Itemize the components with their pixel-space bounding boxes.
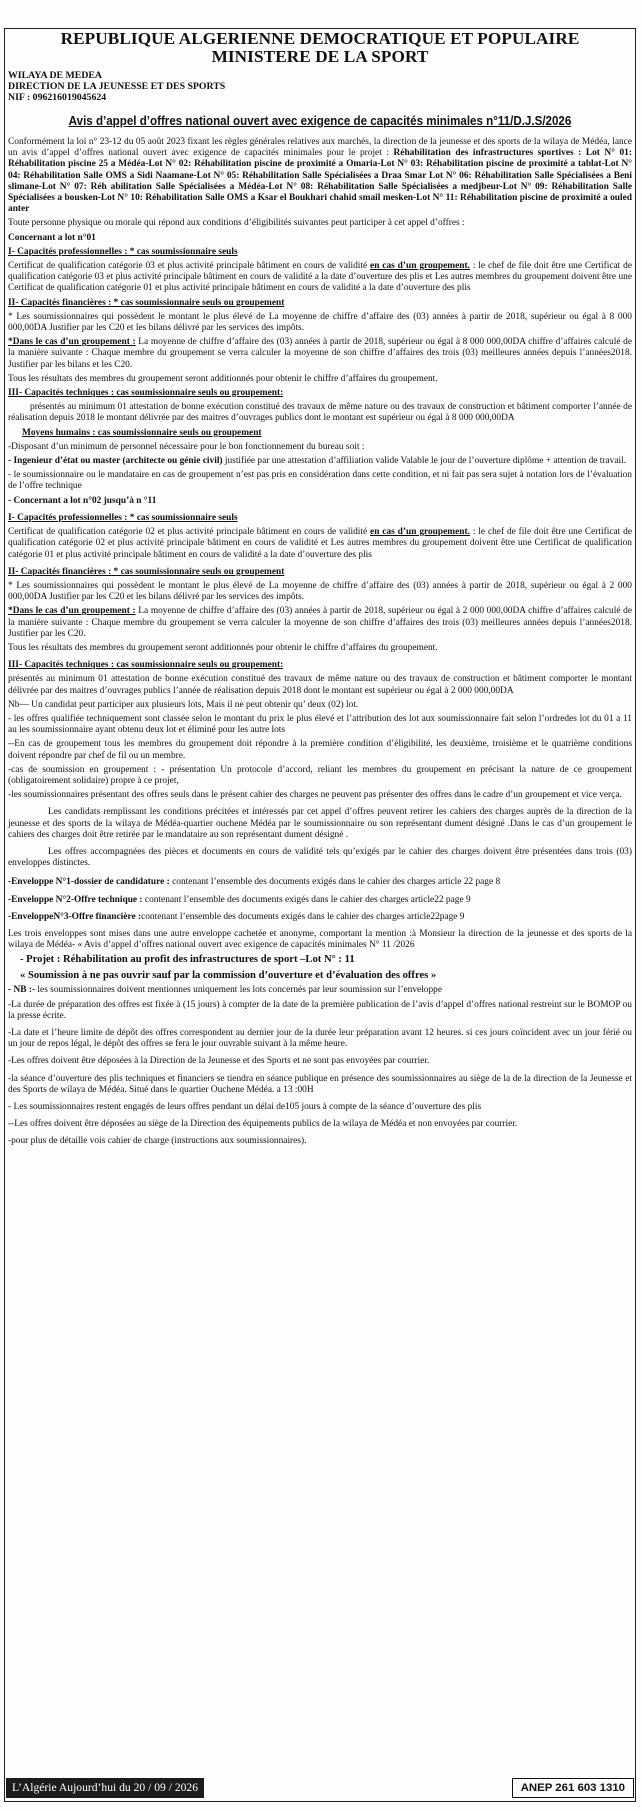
lot1-human-engineer-desc: justifiée par une attestation d’affiliation valide Valable le jour de l’ouverture diplôme + attention de travail. [222,456,627,467]
lot1-human-text1: -Disposant d’un minimum de personnel nécessaire pour le bon fonctionnement du bureau soit : [8,441,365,452]
notice-body [8,30,632,1151]
lot1-financial-total: Tous les résultats des membres du groupement seront additionnés pour obtenir le chiffre d’affaires du groupement. [8,373,438,384]
rule-prep-duration: -La durée de préparation des offres est fixée à (15 jours) à compter de la date de la première publication de l’avis d’appel d’offres national restreint sur le BOMOP ou la presse écrite. [8,999,632,1021]
envelope-3-desc: contenant l’ensemble des documents exigés dans le cahier des charges article22page 9 [141,911,465,922]
lot1-technical-title: III- Capacités techniques : cas soumissionnaire seuls ou groupement: [8,388,284,399]
lot1-human-text3: - le soumissionnaire ou le mandataire en cas de groupement n’est pas pris en considération dans cette condition, et ni fait pas sera sujet à notation lors de l’évaluation de l’offre technique [8,470,632,492]
rule-nb2-label: - NB :- [8,985,36,996]
rule-more-details: -pour plus de détaille vois cahier de charge (instructions aux soumissionnaires). [8,1136,307,1147]
intro-lots: Réhabilitation des infrastructures sportives : Lot N° 01: Réhabilitation piscine 25 a Médéa-Lot N° 02: Réhabilitation piscine de proximité a Omaria-Lot N° 03: Réhabilitation piscine de proximité a tablat-Lot N° 04: Réhabilitation Salle OMS a Sidi Naamane-Lot N° 05: Réhabilitation Salle Spécialisées a Draa Smar Lot N° 06: Réhabilitation Salle Spécialisées a Beni slimane-Lot N° 07: Réh abilitation Salle Spécialisées a Médéa-Lot N° 08: Réhabilitation Salle Spécialisées a medjbeur-Lot N° 09: Réhabilitation Salle Spécialisées a bousken-Lot N° 10: Réhabilitation Salle OMS a Ksar el Boukhari chahid smail mesken-Lot N° 11: Réhabilitation piscine de proximité a ouled anter [8,148,632,215]
lot1-human-title: Moyens humains : cas soumissionnaire seuls ou groupement [22,427,262,438]
lot2-prof-a: Certificat de qualification catégorie 02 et plus activité principale bâtiment en cours de validité [8,527,371,538]
lot1-prof-c: : le chef de file doit être une Certificat de qualification catégorie 03 et plus activité principale bâtiment en cours de validité a la date d’ouverture des plis et Les autres membres du groupement doivent être une Certificat de qualification catégorie 01 et plus activité principale bâtiment en cours de validité a la date d’ouverture des plis [8,261,632,294]
header-wilaya: WILAYA DE MEDEA [8,70,103,81]
rule-nb: Nb— Un candidat peut participer aux plusieurs lots, Mais il ne peut obtenir qu’ deux (02) lot. [8,699,359,710]
rule-ranking: - les offres qualifiée techniquement sont classée selon le montant du prix le plus élevé et l’attribution des lot aux soumissionnaire fait selon l’ordredes lot du 01 a 11 au les soumissionnaire ayant obtenu deux lot et éliminé pour les autre lots [8,713,632,736]
lot2-prof-b: en cas d’un groupement. [370,527,470,538]
lot1-technical-text: présentés au minimum 01 attestation de bonne exécution constitué des travaux de même nature ou des travaux de construction et bâtiment comporter l’année de réalisation depuis 2018 le montant délivrée par des maitres d’ouvrages publics dont le montant est supérieur ou égal à 8 000 000,00DA [8,402,632,424]
intro-eligibility: Toute personne physique ou morale qui répond aux conditions d’éligibilités suivantes peut participer à cet appel d’offres : [8,218,465,229]
rule-solo-vs-group: -les soumissionnaires présentant des offres seuls dans le présent cahier des charges ne peuvent pas présenter des offres dans le cadre d’un groupement et vice verça. [8,790,622,801]
lot2-technical-text: présentés au minimum 01 attestation de bonne exécution constitué des travaux de même nature ou des travaux de construction et bâtiment comporter le montant délivrée par des maitres d’ouvrages publics l’année de réalisation depuis 2018 dont le montant est supérieur ou égal à 2 000 000,00DA [8,674,632,696]
rule-group-eligibility: --En cas de groupement tous les membres du groupement doit répondre à la première condition d’éligibilité, les deuxième, troisième et le quatrième conditions doivent répondre par chef de fil ou un membre. [8,739,632,761]
rule-deadline: -La date et l’heure limite de dépôt des offres correspondent au dernier jour de la durée leur préparation avant 12 heures. si ces jours coïncident avec un jour férié ou un jour de repos légal, le dépôt des offres se fera le jour ouvrable suivant à la même heure. [8,1028,632,1050]
lot2-financial-total: Tous les résultats des membres du groupement seront additionnés pour obtenir le chiffre d’affaires du groupement. [8,642,438,653]
rule-outer-envelope: Les trois enveloppes sont mises dans une autre enveloppe cachetée et anonyme, comportant la mention :à Monsieur la direction de la jeunesse et des sports de la wilaya de Médéa- « Avis d’appel d’offres national ouvert avec exigence de capacités minimales N° 11 /2026 [8,928,632,951]
rule-deposit: -Les offres doivent être déposées à la Direction de la Jeunesse et des Sports et ne sont pas envoyées par courrier. [8,1056,430,1067]
rule-validity: - Les soumissionnaires restent engagés de leurs offres pendant un délai de105 jours à compte de la séance d’ouverture des plis [8,1102,482,1113]
lot1-human-text2 [8,456,632,467]
lot1-prof-a: Certificat de qualification catégorie 03 et plus activité principale bâtiment en cours de validité [8,261,371,272]
publication-date: L’Algérie Aujourd’hui du 20 / 09 / 2026 [6,1778,204,1798]
notice-title: Avis d’appel d’offres national ouvert avec exigence de capacités minimales n°11/D.J.S/2026 [68,114,572,128]
lot1-fin-group-b: La moyenne de chiffre d’affaire des (03) années à partir de 2018, supérieur ou égal à 8 000 000,00DA chiffre d’affaires calculé de la manière suivante : Chaque membre du groupement se verra calculer la moyenne de son chiffre d’affaires des trois (03) meilleures années depuis l’années2018. Justifier par les bilans et les C20. [8,337,632,370]
envelope-2-title: -Enveloppe N°2-Offre technique : [8,894,143,905]
lot1-prof-b: en cas d’un groupement. [370,261,470,272]
envelope-1-desc: contenant l’ensemble des documents exigés dans le cahier des charges article 22 page 8 [169,877,501,888]
envelope-3 [8,912,632,923]
header-direction: DIRECTION DE LA JEUNESSE ET DES SPORTS [8,81,226,92]
lot2-financial-group [8,606,632,640]
header-republic: REPUBLIQUE ALGERIENNE DEMOCRATIQUE ET POPULAIRE [60,29,580,48]
lot1-heading: Concernant a lot n°01 [8,232,96,243]
lot2-11-heading: - Concernant a lot n°02 jusqu’à n °11 [8,495,157,506]
envelope-2 [8,895,632,906]
lot2-financial-title: II- Capacités financières : * cas soumissionnaire seuls ou groupement [8,566,285,577]
lot2-technical-title: III- Capacités techniques : cas soumissionnaire seuls ou groupement: [8,660,284,671]
envelope-1-title: -Enveloppe N°1-dossier de candidature : [8,877,170,888]
lot2-professional-text [8,527,632,561]
footer [6,1778,634,1800]
rule-opening-session: -la séance d’ouverture des plis techniques et financiers se tiendra en séance publique en présence des soumissionnaires au siège de la de la direction de la Jeunesse et des Sports de wilaya de Médéa. Situé dans le quartier Ouchene Médéa. a 13 :00H [8,1073,632,1095]
lot1-professional-title: I- Capacités professionnelles : * cas soumissionnaire seuls [8,246,238,257]
lot1-financial-group [8,337,632,371]
anep-reference: ANEP 261 603 1310 [512,1778,634,1798]
rule-group-protocol: -cas de soumission en groupement : - présentation Un protocole d’accord, reliant les membres du groupement en précisant la nature de ce groupement (obligatoirement solidaire) propre à ce projet, [8,764,632,786]
rule-deposit-equipment: --Les offres doivent être déposées au siège de la Direction des équipements publics de la wilaya de Médéa et non envoyées par courrier. [8,1119,518,1130]
rule-nb2-text: les soumissionnaires doivent mentionnes uniquement les lots concernés par leur soumission sur l’enveloppe [35,985,443,996]
lot1-financial-text: * Les soumissionnaires qui possèdent le montant le plus élevé de La moyenne de chiffre d’affaire des (03) années à partir de 2018, supérieur ou égal à 8 000 000,00DA Justifier par les C20 et les bilans délivré par les services des impôts. [8,311,632,334]
lot1-professional-text [8,261,632,295]
rule-envelopes: Les offres accompagnées des pièces et documents en cours de validité tels qu’exigés par le cahier des charges doivent être présentées dans trois (03) enveloppes distinctes. [8,846,632,869]
intro-paragraph [8,137,632,215]
rule-nb2 [8,985,632,996]
lot1-fin-group-a: *Dans le cas d’un groupement : [8,337,136,348]
envelope-3-title: -EnveloppeN°3-Offre financière : [8,911,142,922]
project-line: - Projet : Réhabilitation au profit des infrastructures de sport –Lot N° : 11 [20,954,355,966]
lot1-financial-title: II- Capacités financières : * cas soumissionnaire seuls ou groupement [8,297,285,308]
lot1-human-engineer: - Ingenieur d’état ou master (architecte ou génie civil) [8,456,223,467]
intro-text: Conformément la loi n° 23-12 du 05 août 2023 fixant les règles générales relatives aux marchés, la direction de la jeunesse et des sports de la wilaya de Médéa, lance un avis d’appel d’offres national ouvert avec exigence de capacités minimales pour le projet : [8,137,632,159]
envelope-1 [8,877,632,888]
header-ministry: MINISTERE DE LA SPORT [211,47,429,66]
envelope-2-desc: contenant l’ensemble des documents exigés dans le cahier des charges article22 page 9 [142,894,471,905]
lot2-fin-group-a: *Dans le cas d’un groupement : [8,606,136,617]
header-nif: NIF : 096216019045624 [8,92,107,103]
lot2-financial-text: * Les soumissionnaires qui possèdent le montant le plus élevé de La moyenne de chiffre d’affaire des (03) années à partir de 2018, supérieur ou égal à 2 000 000,00DA Justifier par les C20 et les bilans délivré par les services des impôts. [8,580,632,603]
lot2-prof-c: : le chef de file doit être une Certificat de qualification catégorie 02 et plus activité principale bâtiment en cours de validité et Les autres membres du groupement doivent être une Certificat de qualification catégorie 01 et plus activité principale bâtiment en cours de validité a la date d’ouverture des plis [8,527,632,560]
rule-withdraw-specs: Les candidats remplissant les conditions précitées et intéressés par cet appel d’offres peuvent retirer les cahiers des charges auprès de la direction de la jeunesse et des sports de la wilaya de Médéa-quartier ouchene Médéa par le soumissionnaire ou son représentant dument désigné .Dans le cas d’un groupement le cahiers des charges doit être retirée par le mandataire au son représentant dument désigné . [8,807,632,840]
do-not-open-line: « Soumission à ne pas ouvrir sauf par la commission d’ouverture et d’évaluation des offres » [20,969,437,981]
lot2-fin-group-b: La moyenne de chiffre d’affaire des (03) années à partir de 2018, supérieur ou égal à 2 000 000,00DA chiffre d’affaires calculé de la manière suivante : Chaque membre du groupement se verra calculer la moyenne de son chiffre d’affaires des trois (03) meilleures années depuis l’années2018. Justifier par les C20. [8,606,632,639]
lot2-professional-title: I- Capacités professionnelles : * cas soumissionnaire seuls [8,512,238,523]
